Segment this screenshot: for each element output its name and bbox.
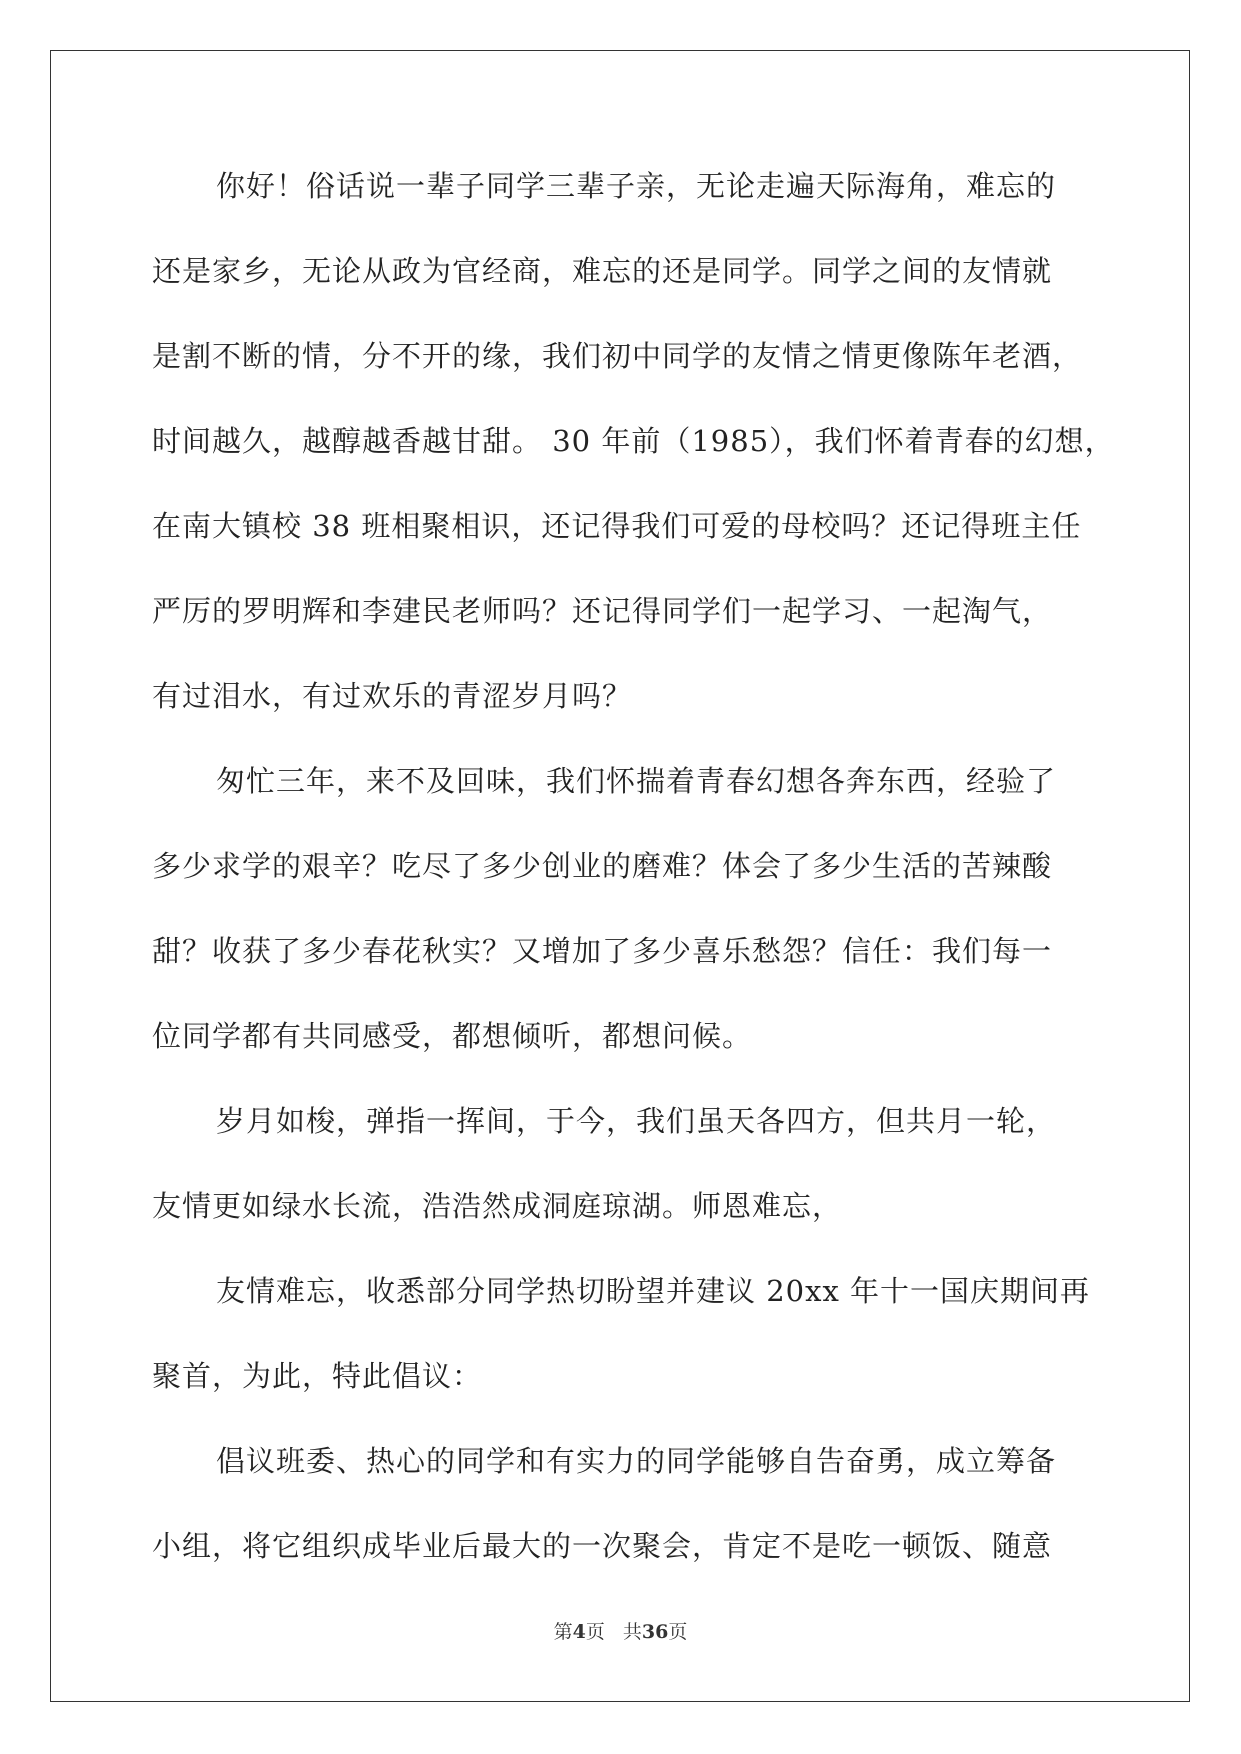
text-line-15: 聚首，为此，特此倡议： bbox=[152, 1359, 483, 1393]
text-line-10: 甜？收获了多少春花秋实？又增加了多少喜乐愁怨？信任：我们每一 bbox=[152, 934, 1053, 968]
text-line-2: 还是家乡，无论从政为官经商，难忘的还是同学。同学之间的友情就 bbox=[152, 254, 1053, 288]
text-line-16: 倡议班委、热心的同学和有实力的同学能够自告奋勇，成立筹备 bbox=[216, 1444, 1057, 1478]
text-line-8: 匆忙三年，来不及回味，我们怀揣着青春幻想各奔东西，经验了 bbox=[216, 764, 1057, 798]
footer-page-number: 4 bbox=[572, 1621, 586, 1643]
text-line-12: 岁月如梭，弹指一挥间，于今，我们虽天各四方，但共月一轮， bbox=[216, 1104, 1057, 1138]
text-line-7: 有过泪水，有过欢乐的青涩岁月吗？ bbox=[152, 679, 633, 713]
text-line-14: 友情难忘，收悉部分同学热切盼望并建议 20xx 年十一国庆期间再 bbox=[216, 1274, 1091, 1308]
footer-total-suffix: 页 bbox=[668, 1621, 688, 1643]
footer-page-prefix: 第 bbox=[553, 1621, 573, 1643]
text-line-6: 严厉的罗明辉和李建民老师吗？还记得同学们一起学习、一起淘气， bbox=[152, 594, 1053, 628]
text-line-13: 友情更如绿水长流，浩浩然成洞庭琼湖。师恩难忘， bbox=[152, 1189, 843, 1223]
document-body bbox=[152, 160, 1115, 1605]
footer-page-suffix: 页 bbox=[585, 1621, 605, 1643]
footer-total-prefix: 共 bbox=[622, 1621, 642, 1643]
text-line-11: 位同学都有共同感受，都想倾听，都想问候。 bbox=[152, 1019, 753, 1053]
text-line-1: 你好！俗话说一辈子同学三辈子亲，无论走遍天际海角，难忘的 bbox=[216, 169, 1057, 203]
text-line-3: 是割不断的情，分不开的缘，我们初中同学的友情之情更像陈年老酒， bbox=[152, 339, 1083, 373]
page-footer bbox=[0, 1617, 1241, 1644]
footer-total-number: 36 bbox=[641, 1621, 669, 1643]
text-line-5: 在南大镇校 38 班相聚相识，还记得我们可爱的母校吗？还记得班主任 bbox=[152, 509, 1082, 543]
text-line-4: 时间越久，越醇越香越甘甜。 30 年前（1985），我们怀着青春的幻想， bbox=[152, 424, 1115, 458]
text-line-17: 小组，将它组织成毕业后最大的一次聚会，肯定不是吃一顿饭、随意 bbox=[152, 1529, 1053, 1563]
text-line-9: 多少求学的艰辛？吃尽了多少创业的磨难？体会了多少生活的苦辣酸 bbox=[152, 849, 1053, 883]
